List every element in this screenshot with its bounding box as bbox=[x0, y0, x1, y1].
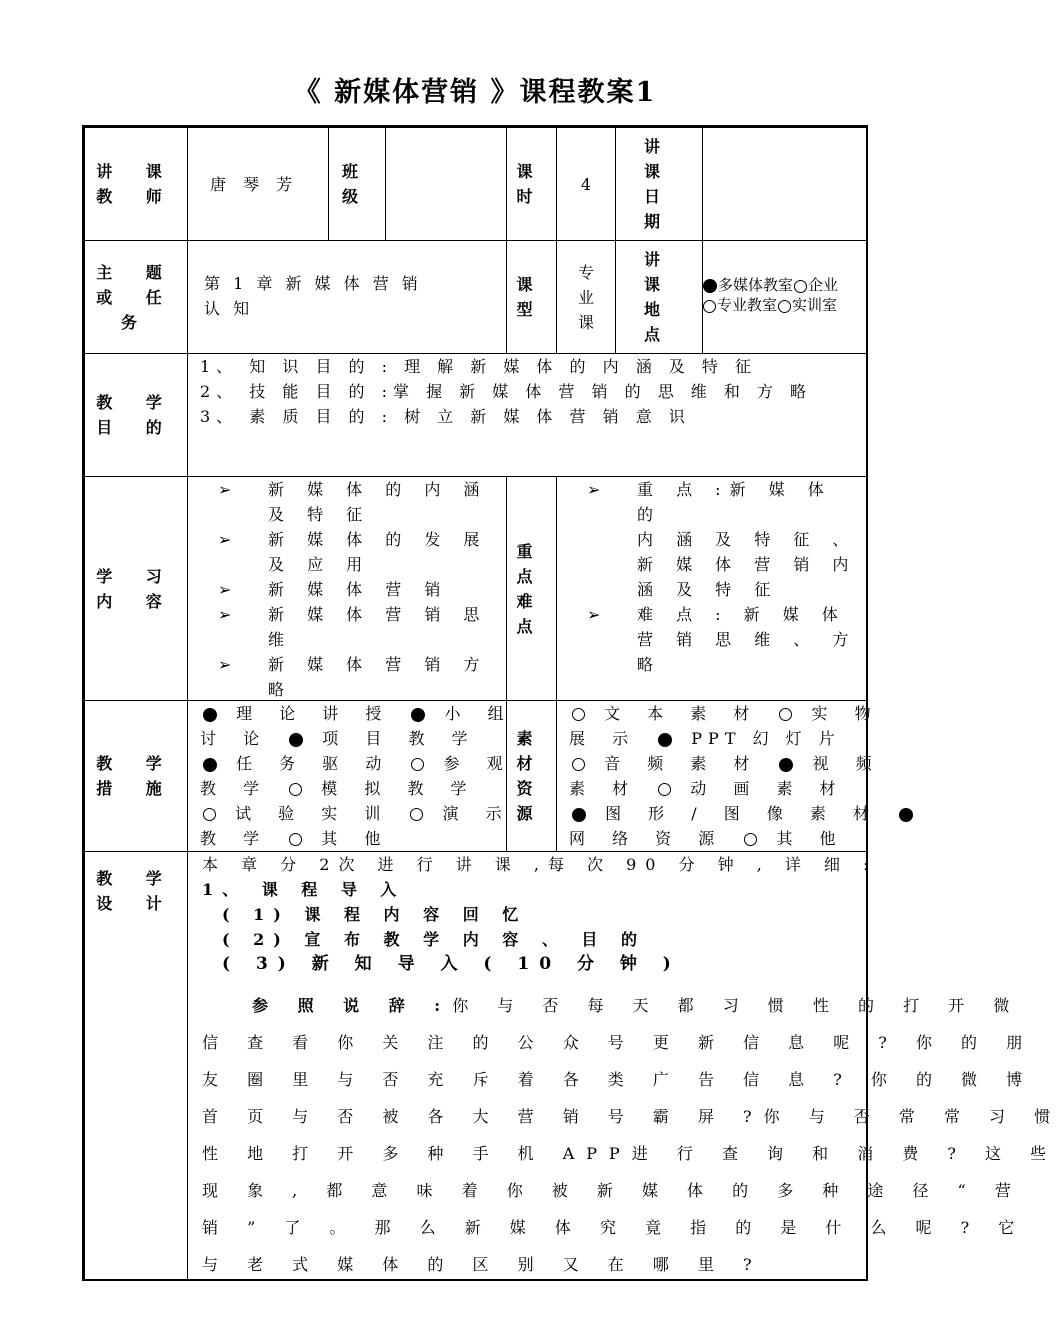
hours-value: 4 bbox=[556, 127, 616, 241]
content-list bbox=[187, 476, 507, 701]
resources-label: 素 材 资 源 bbox=[506, 700, 557, 852]
type-label: 课 型 bbox=[506, 240, 557, 354]
design-content: 本 章 分 2次 进 行 讲 课 ,每 次 90 分 钟 , 详 细 : 1、 课 程 导 入 ( 1) 课 程 内 容 回 忆 ( 2) 宣 布 教 学 内 容 、 目 的 ( 3) 新 知 导 入 ( 10 分 钟 ) 参 照 说 辞 :你 与 否 每 天 都 习 惯 性 的 打 开 微 信 查 看 你 关 注 的 公 众 号 更 新 信 息 呢 ? 你 的 朋 友 圈 里 与 否 充 斥 着 各 类 广 告 信 息 ? 你 的 微 博 首 页 与 否 被 各 大 营 销 号 霸 屏 ?你 与 否 常 常 习 惯 性 地 打 开 多 种 手 机 APP进 行 查 询 和 消 费 ? 这 些 现 象 , 都 意 味 着 你 被 新 媒 体 的 多 种 途 径 “ 营 销 ” 了 。 那 么 新 媒 体 究 竟 指 的 是 什 么 呢 ? 它 与 老 式 媒 体 的 区 别 又 在 哪 里 ? bbox=[187, 851, 868, 1281]
type-value: 专 业 课 bbox=[556, 240, 616, 354]
objectives-label: 教 学 目 的 bbox=[84, 353, 188, 477]
checked-icon bbox=[703, 279, 717, 293]
content-item: ➢ 新 媒 体 营 销 bbox=[218, 580, 450, 599]
checked-icon bbox=[899, 808, 913, 822]
unchecked-icon bbox=[703, 300, 716, 313]
unchecked-icon bbox=[572, 708, 585, 721]
place-label: 讲 课 地 点 bbox=[615, 240, 703, 354]
checked-icon bbox=[572, 808, 586, 822]
resources-list: 文 本 素 材 实 物 展 示 PPT 幻 灯 片 音 频 素 材 视 频 素 材 动 画 素 材 图 形 / 图 像 素 材 网 络 资 源 其 他 bbox=[556, 700, 868, 852]
key-points-list bbox=[556, 476, 868, 701]
checked-icon bbox=[779, 758, 793, 772]
lesson-plan-table bbox=[82, 125, 1062, 1281]
hours-label: 课 时 bbox=[506, 127, 557, 241]
checked-icon bbox=[289, 733, 303, 747]
checked-icon bbox=[203, 708, 217, 722]
unchecked-icon bbox=[410, 808, 423, 821]
measures-label: 教 学 措 施 bbox=[84, 700, 188, 852]
checked-icon bbox=[658, 733, 672, 747]
topic-value: 第 1 章 新 媒 体 营 销 认 知 bbox=[187, 240, 507, 354]
unchecked-icon bbox=[744, 833, 757, 846]
measures-list: 理 论 讲 授 小 组 讨 论 项 目 教 学 任 务 驱 动 参 观 教 学 模 拟 教 学 试 验 实 训 演 示 教 学 其 他 bbox=[187, 700, 507, 852]
checked-icon bbox=[203, 758, 217, 772]
class-value bbox=[385, 127, 507, 241]
content-item: ➢ 新 媒 体 营 销 方 略 bbox=[218, 655, 489, 699]
topic-label: 主 题 或 任 务 bbox=[84, 240, 188, 354]
unchecked-icon bbox=[572, 758, 585, 771]
design-label: 教 学 设 计 bbox=[84, 851, 188, 1281]
document-title: 《 新媒体营销 》课程教案1 bbox=[293, 77, 657, 108]
content-item: ➢ 新 媒 体 的 内 涵 及 特 征 bbox=[218, 480, 489, 524]
date-value bbox=[702, 127, 868, 241]
key-point-item: ➢ 重 点 :新 媒 体 的 内 涵 及 特 征 、 新 媒 体 营 销 内 涵 及 特 征 bbox=[587, 480, 858, 599]
unchecked-icon bbox=[289, 783, 302, 796]
unchecked-icon bbox=[289, 833, 302, 846]
unchecked-icon bbox=[794, 280, 807, 293]
content-label: 学 习 内 容 bbox=[84, 476, 188, 701]
date-label: 讲 课 日 期 bbox=[615, 127, 703, 241]
class-label: 班 级 bbox=[328, 127, 386, 241]
unchecked-icon bbox=[411, 758, 424, 771]
key-point-item: ➢ 难 点 : 新 媒 体 营 销 思 维 、 方 略 bbox=[587, 605, 858, 674]
unchecked-icon bbox=[203, 808, 216, 821]
content-item: ➢ 新 媒 体 营 销 思 维 bbox=[218, 605, 489, 649]
unchecked-icon bbox=[778, 300, 791, 313]
objective-item: 2、 技 能 目 的 :掌 握 新 媒 体 营 销 的 思 维 和 方 略 bbox=[200, 382, 813, 401]
teacher-label: 讲 课 教 师 bbox=[84, 127, 188, 241]
content-item: ➢ 新 媒 体 的 发 展 及 应 用 bbox=[218, 530, 489, 574]
teacher-value: 唐 琴 芳 bbox=[187, 127, 329, 241]
place-value: 多媒体教室 企业 专业教室 实训室 bbox=[702, 240, 868, 354]
checked-icon bbox=[411, 708, 425, 722]
unchecked-icon bbox=[658, 783, 671, 796]
unchecked-icon bbox=[779, 708, 792, 721]
objectives-list bbox=[187, 353, 868, 477]
key-points-label: 重 点 难 点 bbox=[506, 476, 557, 701]
objective-item: 1、 知 识 目 的 : 理 解 新 媒 体 的 内 涵 及 特 征 bbox=[200, 357, 757, 376]
objective-item: 3、 素 质 目 的 : 树 立 新 媒 体 营 销 意 识 bbox=[200, 407, 691, 426]
